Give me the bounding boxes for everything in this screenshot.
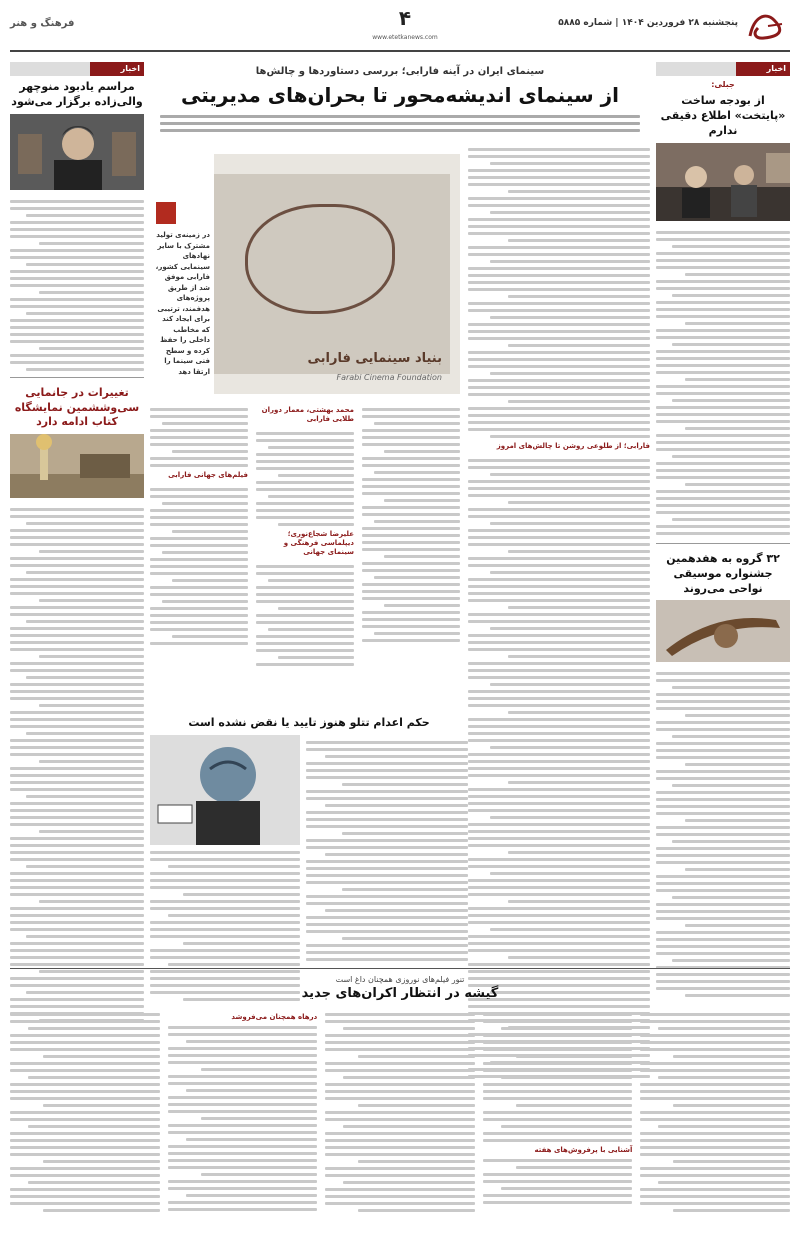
story-body bbox=[656, 225, 790, 535]
section-subhead: فیلم‌های جهانی فارابی bbox=[168, 471, 248, 479]
book-fair-photo bbox=[10, 434, 144, 498]
story-headline: تغییرات در جانمایی سی‌وششمین نمایشگاه کتاب ادامه دارد bbox=[14, 385, 140, 429]
story-body bbox=[468, 142, 650, 1082]
exhibition-photo bbox=[10, 434, 144, 498]
side-quote: در زمینه‌ی تولید مشترک با سایر نهادهای سینمایی کشور، فارابی موفق شد از طریق پروژه‌های هدفمند، ترتیبی برای ایجاد کند که مخاطب داخلی را حفظ کرده و سطح فنی سینما را ارتقا دهد bbox=[155, 231, 210, 376]
foundation-logo bbox=[245, 204, 395, 314]
page-header bbox=[10, 4, 790, 52]
story-lead bbox=[160, 115, 640, 132]
main-story bbox=[150, 62, 650, 962]
section-subhead: درهاه همچنان می‌فروشد bbox=[231, 1013, 318, 1021]
section-subhead: فارابی؛ از طلوعی روشن تا چالش‌های امروز bbox=[496, 442, 650, 450]
tattoo-photo bbox=[150, 735, 300, 845]
meeting-photo bbox=[656, 143, 790, 221]
portrait-photo bbox=[10, 114, 144, 190]
execution-story bbox=[150, 712, 468, 1005]
story-headline: ۳۲ گروه به هفدهمین جشنواره موسیقی نواحی می‌روند bbox=[666, 551, 780, 595]
story-body bbox=[656, 666, 790, 997]
website: www.etetkanews.com bbox=[372, 34, 438, 41]
foundation-name: بنیاد سینمایی فارابی bbox=[307, 351, 442, 366]
story-photo bbox=[656, 143, 790, 221]
bottom-story bbox=[10, 968, 790, 1228]
person-photo bbox=[150, 735, 300, 845]
foundation-name-en: Farabi Cinema Foundation bbox=[336, 373, 442, 382]
story-headline: حکم اعدام تتلو هنوز تایید یا نقض نشده است bbox=[188, 716, 430, 729]
story-columns bbox=[150, 402, 460, 670]
section-subhead: محمد بهشتی، معمار دوران طلایی فارابی bbox=[261, 406, 354, 424]
story-body bbox=[10, 194, 144, 371]
section-subhead: علیرضا شجاع‌نوری؛ دیپلماسی فرهنگی و سینمای جهانی bbox=[283, 530, 354, 557]
section-subhead: آشنایی با پرفروش‌های هفته bbox=[534, 1146, 633, 1154]
story-photo bbox=[656, 600, 790, 662]
issue-date: پنجشنبه ۲۸ فروردین ۱۴۰۴ | شماره ۵۸۸۵ bbox=[558, 18, 738, 28]
page-number: ۴ bbox=[398, 6, 412, 30]
newspaper-logo bbox=[744, 6, 790, 46]
singer-photo bbox=[10, 114, 144, 190]
story-headline: از بودجه ساخت «پایتخت» اطلاع دقیقی ندارم bbox=[660, 94, 786, 138]
main-headline: از سینمای اندیشه‌محور تا بحران‌های مدیریتی bbox=[181, 83, 619, 107]
red-square-icon bbox=[156, 202, 176, 224]
story-kicker: تنور فیلم‌های نوروزی همچنان داغ است bbox=[335, 975, 465, 984]
instrument-photo bbox=[656, 600, 790, 662]
left-column bbox=[10, 62, 144, 962]
news-tag: اخبار bbox=[10, 62, 144, 76]
section-title: فرهنگ و هنر bbox=[10, 18, 75, 29]
right-column bbox=[656, 62, 790, 962]
story-headline: مراسم یادبود منوچهر والی‌زاده برگزار می‌شود bbox=[11, 80, 143, 108]
story-headline: گیشه در انتظار اکران‌های جدید bbox=[301, 986, 499, 1001]
story-kicker: سینمای ایران در آینه فارابی؛ بررسی دستاوردها و چالش‌ها bbox=[255, 66, 545, 77]
story-body bbox=[10, 502, 144, 1022]
news-tag: اخبار bbox=[656, 62, 790, 76]
story-kicker: جبلی: bbox=[711, 80, 735, 89]
